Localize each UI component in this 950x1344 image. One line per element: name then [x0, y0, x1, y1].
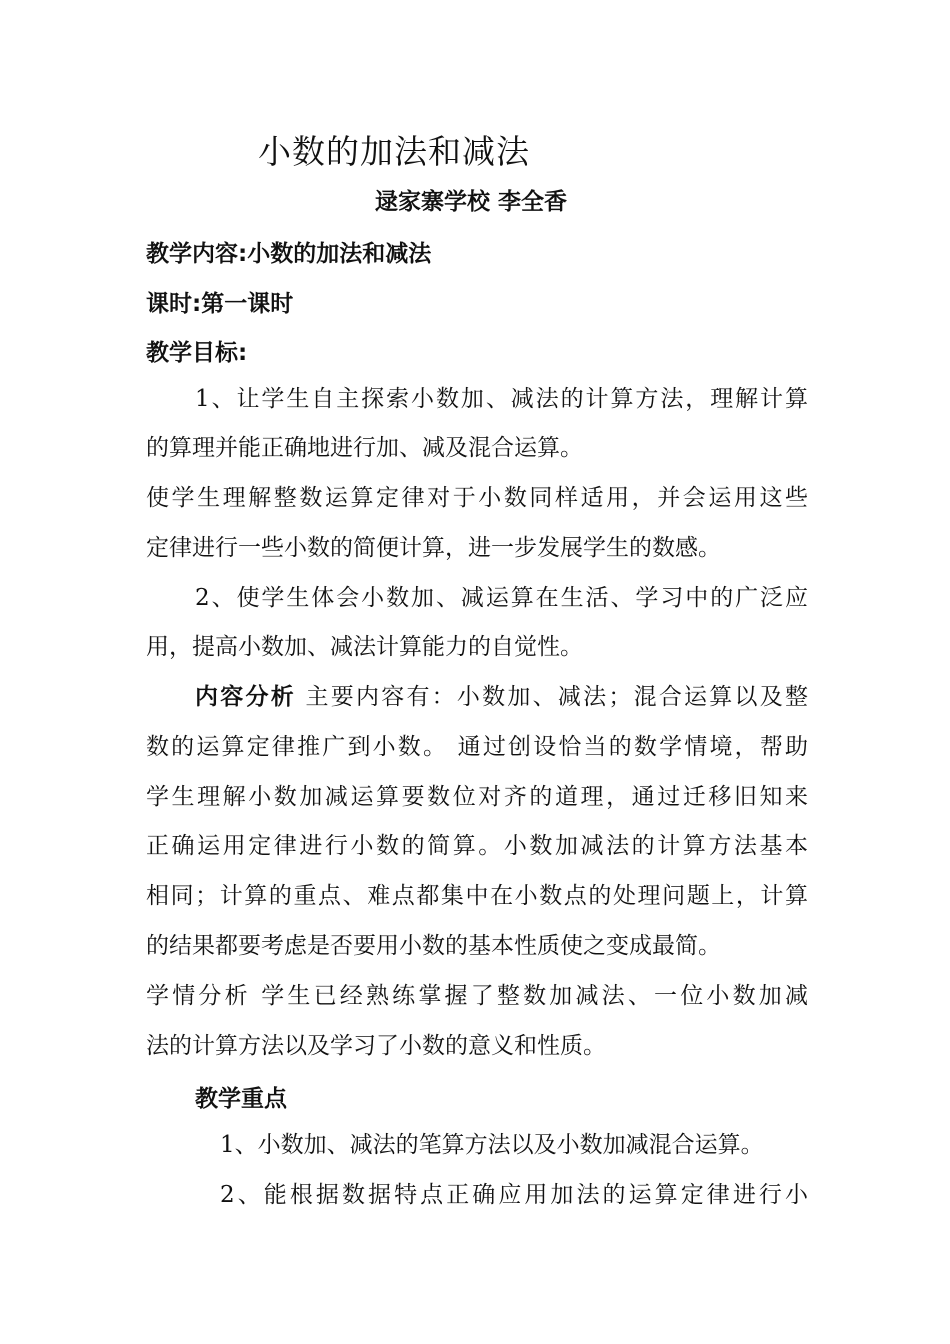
paragraph-line: 1、小数加、减法的笔算方法以及小数加减混合运算。	[220, 1132, 764, 1158]
author-line: 逯家寨学校 李全香	[375, 189, 568, 215]
paragraph-line: 2、能根据数据特点正确应用加法的运算定律进行小	[220, 1182, 808, 1208]
paragraph-line: 法的计算方法以及学习了小数的意义和性质。	[146, 1033, 606, 1059]
teaching-content-line: 教学内容:小数的加法和减法	[146, 241, 432, 267]
paragraph-line: 数的运算定律推广到小数。 通过创设恰当的数学情境，帮助	[146, 734, 808, 760]
document-title: 小数的加法和减法	[258, 132, 530, 171]
paragraph-line: 正确运用定律进行小数的简算。小数加减法的计算方法基本	[146, 833, 808, 859]
paragraph-line: 使学生理解整数运算定律对于小数同样适用，并会运用这些	[146, 485, 808, 511]
paragraph-line: 1、让学生自主探索小数加、减法的计算方法，理解计算	[195, 386, 808, 412]
paragraph-line: 2、使学生体会小数加、减运算在生活、学习中的广泛应	[195, 585, 808, 611]
objectives-heading: 教学目标:	[146, 340, 248, 366]
analysis-text: 主要内容有：小数加、减法；混合运算以及整	[295, 684, 809, 710]
paragraph-line: 学生理解小数加减运算要数位对齐的道理，通过迁移旧知来	[146, 784, 808, 810]
paragraph-line: 相同；计算的重点、难点都集中在小数点的处理问题上，计算	[146, 883, 808, 909]
key-points-heading: 教学重点	[195, 1086, 287, 1112]
paragraph-line	[195, 681, 808, 713]
paragraph-line: 学情分析 学生已经熟练掌握了整数加减法、一位小数加减	[146, 983, 808, 1009]
class-period-line: 课时:第一课时	[146, 291, 294, 317]
paragraph-line: 定律进行一些小数的简便计算，进一步发展学生的数感。	[146, 535, 721, 561]
paragraph-line: 的算理并能正确地进行加、减及混合运算。	[146, 435, 583, 461]
analysis-label: 内容分析	[195, 684, 296, 710]
paragraph-line: 用，提高小数加、减法计算能力的自觉性。	[146, 634, 583, 660]
paragraph-line: 的结果都要考虑是否要用小数的基本性质使之变成最简。	[146, 933, 721, 959]
